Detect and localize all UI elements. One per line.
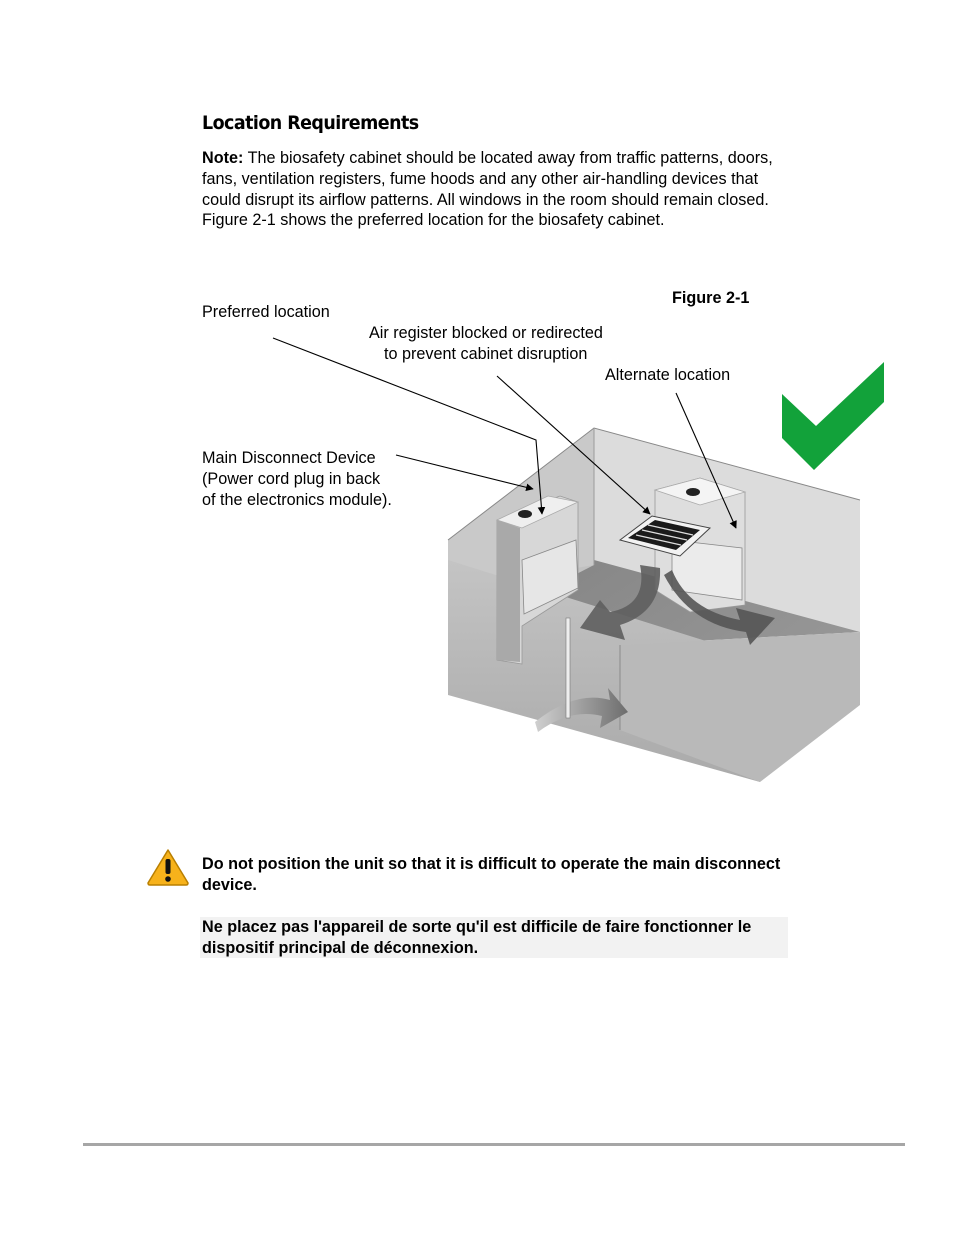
- callout-disconnect-line2: (Power cord plug in back: [202, 470, 381, 488]
- figure-label: Figure 2-1: [672, 289, 750, 307]
- warning-text-french: Ne placez pas l'appareil de sorte qu'il est difficile de faire fonctionner le dispositif principal de déconnexion.: [200, 917, 788, 958]
- footer-divider: [83, 1143, 905, 1146]
- warning-triangle-icon: [146, 848, 190, 886]
- warning-text-english: Do not position the unit so that it is difficult to operate the main disconnect device.: [202, 855, 781, 894]
- callout-air-register-line1: Air register blocked or redirected: [369, 324, 603, 342]
- checkmark-icon: [782, 362, 884, 470]
- note-text: The biosafety cabinet should be located away from traffic patterns, doors, fans, ventilation registers, fume hoods and any other air-handling devices that could disrupt its airflow patterns. All windows in the room should remain closed. Figure 2-1 shows the preferred location for the biosafety cabinet.: [202, 149, 773, 230]
- callout-preferred-location: Preferred location: [202, 303, 330, 321]
- callout-disconnect-line3: of the electronics module).: [202, 491, 392, 509]
- callout-air-register-line2: to prevent cabinet disruption: [384, 345, 588, 363]
- callout-disconnect-line1: Main Disconnect Device: [202, 449, 376, 467]
- callout-alternate-location: Alternate location: [605, 366, 731, 384]
- note-label: Note:: [202, 149, 244, 167]
- section-heading: Location Requirements: [202, 112, 419, 134]
